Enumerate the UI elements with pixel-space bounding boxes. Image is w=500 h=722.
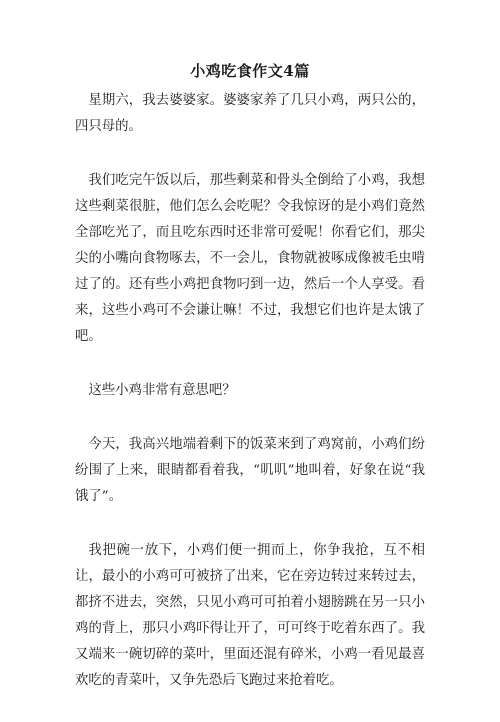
paragraph-5: 我把碗一放下，小鸡们便一拥而上，你争我抢，互不相让，最小的小鸡可可被挤了出来，它在旁边转过来转过去，都挤不进去，突然，只见小鸡可可拍着小翅膀跳在另一只小鸡的背上，那只小鸡吓得让开了，可可终于吃着东西了。我又端来一碗切碎的菜叶，里面还混有碎米，小鸡一看见最喜欢吃的青菜叶，又争先恐后飞跑过来抢着吃。 [75, 543, 425, 688]
paragraph-2: 我们吃完午饭以后，那些剩菜和骨头全倒给了小鸡，我想这些剩菜很脏，他们怎么会吃呢？令我惊讶的是小鸡们竟然全部吃光了，而且吃东西时还非常可爱呢！你看它们，那尖尖的小嘴向食物啄去，不一会儿，食物就被啄成像被毛虫啃过了的。还有些小鸡把食物叼到一边，然后一个人享受。看来，这些小鸡可不会谦让嘛！不过，我想它们也许是太饿了吧。 [75, 173, 425, 344]
paragraph-1: 星期六，我去婆婆家。婆婆家养了几只小鸡，两只公的，四只母的。 [75, 93, 425, 134]
document-title: 小鸡吃食作文4篇 [190, 62, 310, 80]
paragraph-4: 今天，我高兴地端着剩下的饭菜来到了鸡窝前，小鸡们纷纷围了上来，眼睛都看着我，“叽叽”地叫着，好象在说“我饿了”。 [75, 437, 425, 504]
document-body [75, 88, 425, 722]
paragraph-3: 这些小鸡非常有意思吧？ [88, 383, 236, 398]
